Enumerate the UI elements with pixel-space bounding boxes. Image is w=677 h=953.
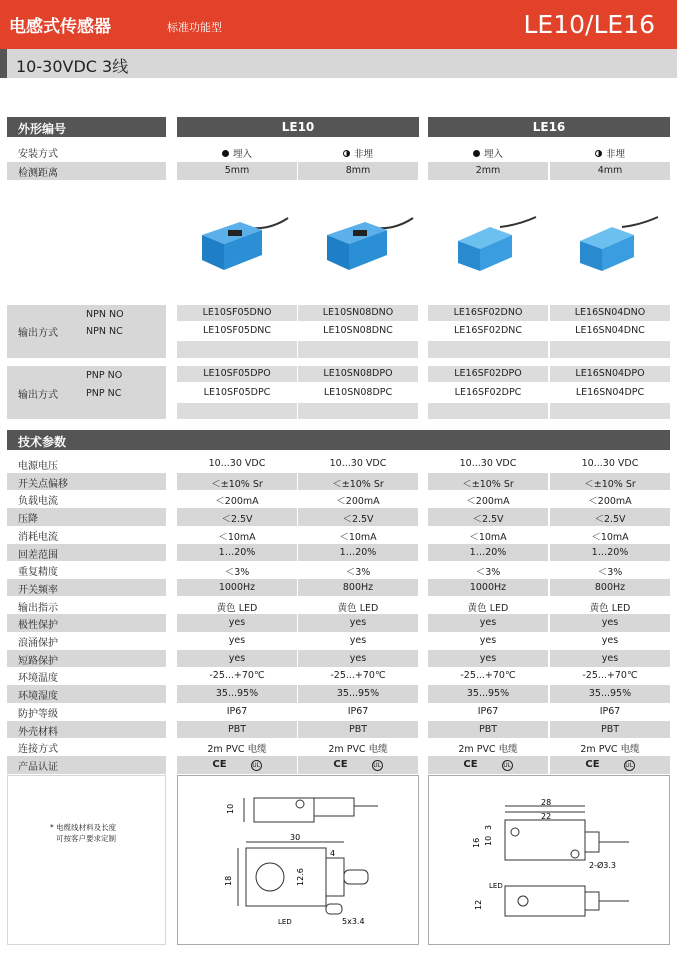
tech-value: ＜200mA xyxy=(466,496,510,508)
mounting-row xyxy=(0,143,677,161)
non-flush-icon xyxy=(343,150,350,157)
tech-label: 连接方式 xyxy=(18,744,58,756)
page-header xyxy=(0,0,677,49)
tech-row xyxy=(0,685,677,703)
model-cell: LE16SN04DPO xyxy=(550,366,670,382)
tech-row xyxy=(0,721,677,739)
non-flush-icon xyxy=(595,150,602,157)
dim-text: 3 xyxy=(484,824,493,830)
flush-icon xyxy=(473,150,480,157)
tech-value: IP67 xyxy=(599,705,621,717)
model-cell: LE16SN04DNO xyxy=(550,305,670,321)
model-cell: LE10SN08DNC xyxy=(298,322,418,339)
ce-mark-icon: CE xyxy=(212,759,227,770)
dim-text: 18 xyxy=(224,875,233,886)
tech-row xyxy=(0,490,677,508)
tech-value: IP67 xyxy=(347,705,369,717)
model-cell: LE10SF05DPO xyxy=(177,366,297,382)
dim-text: 5x3.4 xyxy=(342,917,365,926)
cert-row xyxy=(0,756,677,774)
tech-value: yes xyxy=(479,635,497,646)
tech-value: 35...95% xyxy=(298,685,418,703)
tech-value: 2m PVC 电缆 xyxy=(458,744,518,756)
tech-label: 输出指示 xyxy=(18,602,58,614)
tech-value: 黄色 LED xyxy=(216,602,258,614)
tech-value: 1000Hz xyxy=(428,579,548,597)
tech-value: ＜3% xyxy=(345,567,371,579)
model-cell: LE10SF05DPC xyxy=(177,384,297,401)
tech-value: ＜10mA xyxy=(591,531,629,543)
tech-value: IP67 xyxy=(477,705,499,717)
pnp-no-label: PNP NO xyxy=(86,370,123,381)
tech-value: 黄色 LED xyxy=(467,602,509,614)
tech-value: -25...+70℃ xyxy=(460,670,516,682)
empty-cell xyxy=(550,403,670,419)
tech-value: yes xyxy=(601,635,619,646)
shape-header: 外形编号 xyxy=(7,117,166,137)
tech-value: ＜200mA xyxy=(336,496,380,508)
tech-value: ＜200mA xyxy=(588,496,632,508)
tech-label: 回差范围 xyxy=(18,549,58,561)
tech-value: yes xyxy=(298,650,418,668)
ce-mark-icon: CE xyxy=(463,759,478,770)
model-cell: LE16SF02DPO xyxy=(428,366,548,382)
npn-output-label: 输出方式 xyxy=(18,328,58,339)
dim-text: 2-Ø3.3 xyxy=(589,861,616,870)
note-box xyxy=(7,775,166,945)
voltage-label: 10-30VDC 3线 xyxy=(16,57,129,76)
empty-cell xyxy=(177,341,297,358)
empty-cell xyxy=(298,341,418,358)
tech-value: ＜3% xyxy=(597,567,623,579)
tech-label: 极性保护 xyxy=(18,620,58,632)
group-le16-header: LE16 xyxy=(428,117,670,137)
model-cell: LE10SN08DNO xyxy=(298,305,418,321)
tech-value: 1…20% xyxy=(177,544,297,562)
tech-row xyxy=(0,703,677,721)
model-cell: LE10SN08DPC xyxy=(298,384,418,401)
model-cell: LE16SF02DPC xyxy=(428,384,548,401)
cert-label: 产品认证 xyxy=(18,762,58,773)
tech-row xyxy=(0,526,677,544)
tech-value: 1…20% xyxy=(428,544,548,562)
distance-row xyxy=(0,162,677,180)
photo-le10sf xyxy=(190,200,290,275)
tech-value: PBT xyxy=(298,721,418,739)
tech-value: IP67 xyxy=(226,705,248,717)
tech-value: yes xyxy=(550,650,670,668)
tech-value: ＜2.5V xyxy=(298,508,418,526)
tech-label: 重复精度 xyxy=(18,567,58,579)
dim-text: 10 xyxy=(226,803,235,814)
ul-mark-icon: UL xyxy=(373,762,381,769)
tech-label: 短路保护 xyxy=(18,655,58,667)
tech-row xyxy=(0,508,677,526)
tech-value: -25...+70℃ xyxy=(582,670,638,682)
tech-value: yes xyxy=(298,614,418,632)
tech-value: 1…20% xyxy=(550,544,670,562)
tech-value: 1000Hz xyxy=(177,579,297,597)
model-cell: LE16SF02DNO xyxy=(428,305,548,321)
tech-row xyxy=(0,614,677,632)
photo-le16sf xyxy=(450,205,540,275)
tech-row xyxy=(0,455,677,473)
tech-value: 35...95% xyxy=(428,685,548,703)
tech-value: 1…20% xyxy=(298,544,418,562)
tech-row xyxy=(0,473,677,491)
bar-accent xyxy=(0,49,7,78)
npn-nc-label: NPN NC xyxy=(86,326,123,337)
tech-value: 2m PVC 电缆 xyxy=(328,744,388,756)
tech-value: 2m PVC 电缆 xyxy=(207,744,267,756)
mounting-value: 埋入 xyxy=(428,143,548,161)
model-cell: LE16SN04DNC xyxy=(550,322,670,339)
drawing-le16 xyxy=(428,775,670,945)
dim-text: 12.6 xyxy=(296,868,305,886)
pnp-nc-label: PNP NC xyxy=(86,388,122,399)
tech-label: 压降 xyxy=(18,514,38,526)
tech-value: 10...30 VDC xyxy=(329,458,387,469)
cert-cell xyxy=(428,756,548,774)
tech-value: 黄色 LED xyxy=(337,602,379,614)
tech-row xyxy=(0,650,677,668)
tech-value: ＜10mA xyxy=(218,531,256,543)
tech-value: ＜±10% Sr xyxy=(550,473,670,491)
tech-value: 35...95% xyxy=(550,685,670,703)
mounting-value: 非埋 xyxy=(298,143,418,161)
tech-value: yes xyxy=(177,650,297,668)
photo-le10sn xyxy=(315,200,415,275)
tech-value: ＜10mA xyxy=(339,531,377,543)
dim-text: 28 xyxy=(541,798,552,807)
product-subtitle: 标准功能型 xyxy=(167,21,222,34)
tech-value: 800Hz xyxy=(550,579,670,597)
mounting-label: 安装方式 xyxy=(18,149,58,160)
dim-text: 22 xyxy=(541,812,552,821)
tech-label: 环境温度 xyxy=(18,673,58,685)
pnp-output-label: 输出方式 xyxy=(18,390,58,401)
product-category-title: 电感式传感器 xyxy=(9,17,111,37)
tech-value: ＜2.5V xyxy=(550,508,670,526)
tech-row xyxy=(0,597,677,615)
distance-label: 检测距离 xyxy=(18,168,58,179)
cable-note: * 电缆线材料及长度 可按客户要求定制 xyxy=(50,823,117,843)
ul-mark-icon: UL xyxy=(252,762,260,769)
tech-row xyxy=(0,579,677,597)
distance-value: 8mm xyxy=(298,162,418,180)
voltage-bar xyxy=(0,49,677,78)
empty-cell xyxy=(177,403,297,419)
tech-value: ＜±10% Sr xyxy=(298,473,418,491)
ul-mark-icon: UL xyxy=(503,762,511,769)
tech-label: 防护等级 xyxy=(18,708,58,720)
tech-row xyxy=(0,544,677,562)
model-title: LE10/LE16 xyxy=(523,10,655,39)
tech-row xyxy=(0,667,677,685)
cert-cell xyxy=(298,756,418,774)
cert-cell xyxy=(177,756,297,774)
ce-mark-icon: CE xyxy=(333,759,348,770)
tech-value: ＜±10% Sr xyxy=(428,473,548,491)
empty-cell xyxy=(550,341,670,358)
tech-value: ＜200mA xyxy=(215,496,259,508)
dim-text: 16 xyxy=(472,837,481,848)
distance-value: 2mm xyxy=(428,162,548,180)
tech-value: 10...30 VDC xyxy=(459,458,517,469)
tech-label: 浪涌保护 xyxy=(18,638,58,649)
tech-value: 35...95% xyxy=(177,685,297,703)
tech-value: PBT xyxy=(177,721,297,739)
tech-row xyxy=(0,738,677,756)
tech-value: yes xyxy=(550,614,670,632)
empty-cell xyxy=(298,403,418,419)
model-cell: LE16SN04DPC xyxy=(550,384,670,401)
mounting-value: 埋入 xyxy=(177,143,297,161)
tech-value: ＜3% xyxy=(475,567,501,579)
led-text: LED xyxy=(278,918,292,926)
tech-value: -25...+70℃ xyxy=(330,670,386,682)
tech-value: 10...30 VDC xyxy=(208,458,266,469)
model-cell: LE16SF02DNC xyxy=(428,322,548,339)
cert-cell xyxy=(550,756,670,774)
group-le10-header: LE10 xyxy=(177,117,419,137)
tech-value: PBT xyxy=(428,721,548,739)
tech-label: 消耗电流 xyxy=(18,531,58,543)
tech-value: yes xyxy=(428,614,548,632)
tech-value: -25...+70℃ xyxy=(209,670,265,682)
led-text: LED xyxy=(489,882,503,890)
mounting-value: 非埋 xyxy=(550,143,670,161)
distance-value: 5mm xyxy=(177,162,297,180)
tech-value: yes xyxy=(177,614,297,632)
empty-cell xyxy=(428,341,548,358)
tech-label: 电源电压 xyxy=(18,461,58,472)
tech-value: 10...30 VDC xyxy=(581,458,639,469)
dim-text: 4 xyxy=(330,849,336,858)
tech-value: 黄色 LED xyxy=(589,602,631,614)
drawing-le10 xyxy=(177,775,419,945)
dim-text: 12 xyxy=(474,899,483,910)
tech-value: ＜±10% Sr xyxy=(177,473,297,491)
ul-mark-icon: UL xyxy=(625,762,633,769)
tech-value: yes xyxy=(228,635,246,646)
tech-label: 开关频率 xyxy=(18,584,58,596)
tech-value: ＜10mA xyxy=(469,531,507,543)
tech-value: ＜2.5V xyxy=(428,508,548,526)
tech-value: PBT xyxy=(550,721,670,739)
npn-no-label: NPN NO xyxy=(86,309,124,320)
tech-label: 开关点偏移 xyxy=(18,478,68,490)
tech-value: yes xyxy=(349,635,367,646)
dim-text: 10 xyxy=(484,835,493,846)
ce-mark-icon: CE xyxy=(585,759,600,770)
tech-value: yes xyxy=(428,650,548,668)
tech-value: 800Hz xyxy=(298,579,418,597)
photo-le16sn xyxy=(572,205,662,275)
model-cell: LE10SN08DPO xyxy=(298,366,418,382)
tech-header: 技术参数 xyxy=(7,430,670,450)
model-cell: LE10SF05DNC xyxy=(177,322,297,339)
tech-label: 外壳材料 xyxy=(18,726,58,738)
tech-value: 2m PVC 电缆 xyxy=(580,744,640,756)
tech-value: ＜3% xyxy=(224,567,250,579)
tech-row xyxy=(0,632,677,650)
empty-cell xyxy=(428,403,548,419)
dim-text: 30 xyxy=(290,833,301,842)
model-cell: LE10SF05DNO xyxy=(177,305,297,321)
tech-label: 环境湿度 xyxy=(18,691,58,703)
tech-row xyxy=(0,561,677,579)
distance-value: 4mm xyxy=(550,162,670,180)
flush-icon xyxy=(222,150,229,157)
tech-label: 负载电流 xyxy=(18,496,58,508)
tech-value: ＜2.5V xyxy=(177,508,297,526)
